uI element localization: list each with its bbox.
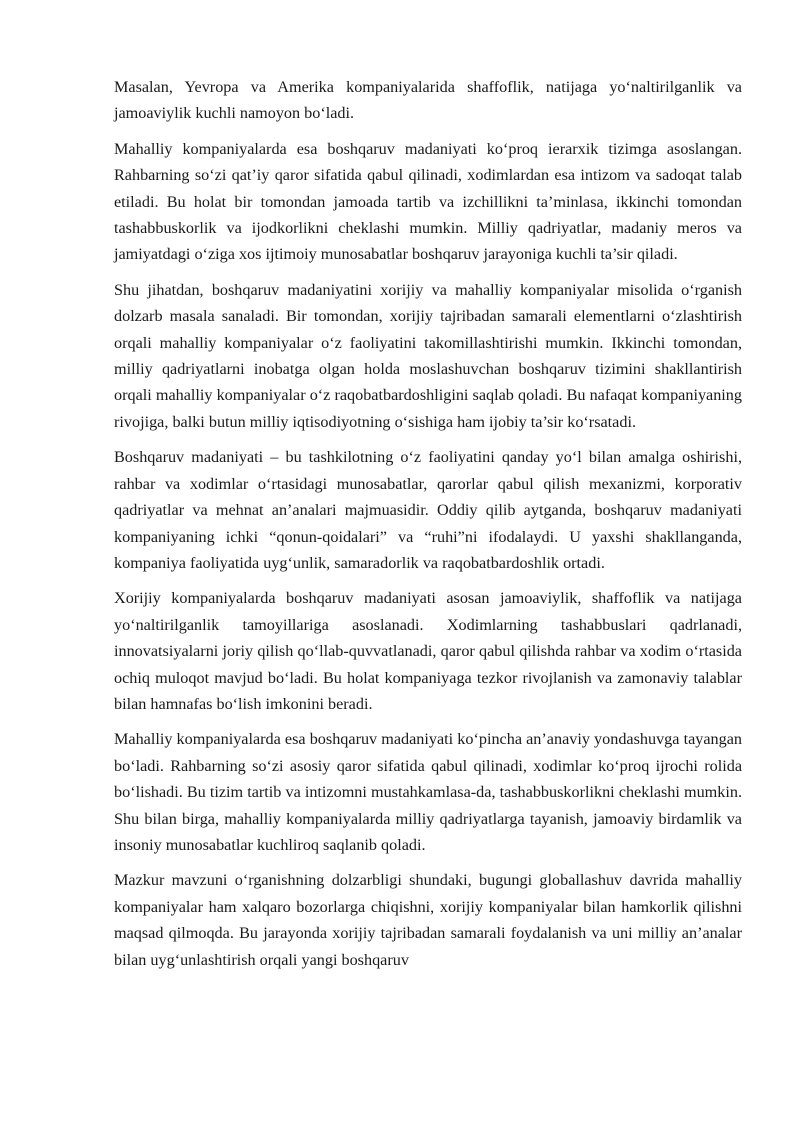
paragraph-3: Shu jihatdan, boshqaruv madaniyatini xorijiy va mahalliy kompaniyalar misolida o‘rganish dolzarb masala sanaladi. Bir tomondan, xorijiy tajribadan samarali elementlarni o‘zlashtirish orqali mahalliy kompaniyalar o‘z faoliyatini takomillashtirishi mumkin. Ikkinchi tomondan, milliy qadriyatlarni inobatga olgan holda moslashuvchan boshqaruv tizimini shakllantirish orqali mahalliy kompaniyalar o‘z raqobatbardoshligini saqlab qoladi. Bu nafaqat kompaniyaning rivojiga, balki butun milliy iqtisodiyotning o‘sishiga ham ijobiy ta’sir ko‘rsatadi.: [114, 280, 742, 431]
paragraph-2: Mahalliy kompaniyalarda esa boshqaruv madaniyati ko‘proq ierarxik tizimga asoslangan. Rahbarning so‘zi qat’iy qaror sifatida qabul qilinadi, xodimlardan esa intizom va sadoqat talab etiladi. Bu holat bir tomondan jamoada tartib va izchillikni ta’minlasa, ikkinchi tomondan tashabbuskorlik va ijodkorlikni cheklashi mumkin. Milliy qadriyatlar, madaniy meros va jamiyatdagi o‘ziga xos ijtimoiy munosabatlar boshqaruv jarayoniga kuchli ta’sir qiladi.: [114, 139, 742, 264]
paragraph-5: Xorijiy kompaniyalarda boshqaruv madaniyati asosan jamoaviylik, shaffoflik va natijaga yo‘naltirilganlik tamoyillariga asoslanadi. Xodimlarning tashabbuslari qadrlanadi, innovatsiyalarni joriy qilish qo‘llab-quvvatlanadi, qaror qabul qilishda rahbar va xodim o‘rtasida ochiq muloqot mavjud bo‘ladi. Bu holat kompaniyaga tezkor rivojlanish va zamonaviy talablar bilan hamnafas bo‘lish imkonini beradi.: [114, 589, 742, 713]
document-page: [114, 74, 742, 982]
paragraph-4: Boshqaruv madaniyati – bu tashkilotning o‘z faoliyatini qanday yo‘l bilan amalga oshirishi, rahbar va xodimlar o‘rtasidagi munosabatlar, qarorlar qabul qilish mexanizmi, korporativ qadriyatlar va mehnat an’analari majmuasidir. Oddiy qilib aytganda, boshqaruv madaniyati kompaniyaning ichki “qonun-qoidalari” va “ruhi”ni ifodalaydi. U yaxshi shakllanganda, kompaniya faoliyatida uyg‘unlik, samaradorlik va raqobatbardoshlik ortadi.: [114, 448, 742, 572]
paragraph-1: Masalan, Yevropa va Amerika kompaniyalarida shaffoflik, natijaga yo‘naltirilganlik va jamoaviylik kuchli namoyon bo‘ladi.: [114, 78, 742, 123]
paragraph-6: Mahalliy kompaniyalarda esa boshqaruv madaniyati ko‘pincha an’anaviy yondashuvga tayangan bo‘ladi. Rahbarning so‘zi asosiy qaror sifatida qabul qilinadi, xodimlar ko‘proq ijrochi rolida bo‘lishadi. Bu tizim tartib va intizomni mustahkamlasa-da, tashabbuskorlikni cheklashi mumkin. Shu bilan birga, mahalliy kompaniyalarda milliy qadriyatlarga tayanish, jamoaviy birdamlik va insoniy munosabatlar kuchliroq saqlanib qoladi.: [114, 730, 742, 854]
paragraph-7: Mazkur mavzuni o‘rganishning dolzarbligi shundaki, bugungi globallashuv davrida mahalliy kompaniyalar ham xalqaro bozorlarga chiqishni, xorijiy kompaniyalar bilan hamkorlik qilishni maqsad qilmoqda. Bu jarayonda xorijiy tajribadan samarali foydalanish va uni milliy an’analar bilan uyg‘unlashtirish orqali yangi boshqaruv: [114, 871, 742, 969]
